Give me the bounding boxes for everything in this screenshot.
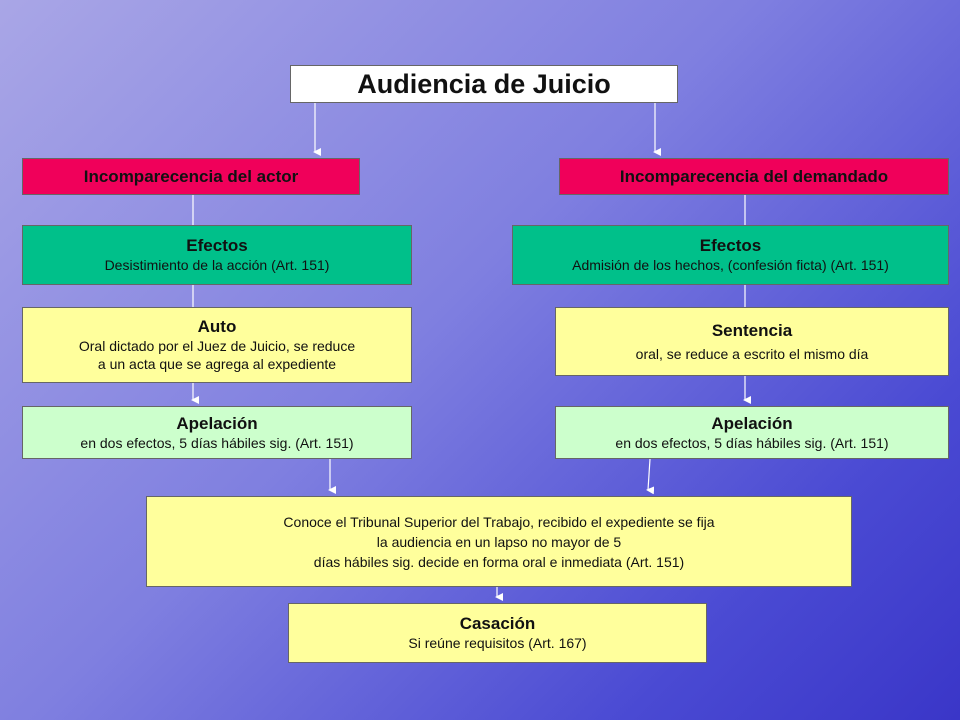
efectos-demandado-box — [512, 225, 949, 285]
efectos-demandado-title: Efectos — [699, 236, 762, 255]
auto-line2: a un acta que se agrega al expediente — [97, 356, 337, 372]
casacion-box — [288, 603, 707, 663]
title-box — [290, 65, 678, 103]
auto-box — [22, 307, 412, 383]
arrow-apelacion-right-to-tribunal — [648, 459, 650, 490]
apelacion-demandado-text: en dos efectos, 5 días hábiles sig. (Art. 151) — [615, 434, 889, 451]
header-demandado-label: Incomparecencia del demandado — [619, 166, 889, 186]
apelacion-actor-box — [22, 406, 412, 459]
tribunal-line3: días hábiles sig. decide en forma oral e inmediata (Art. 151) — [313, 553, 685, 570]
tribunal-box — [146, 496, 852, 587]
header-actor — [22, 158, 360, 195]
sentencia-text: oral, se reduce a escrito el mismo día — [635, 345, 869, 362]
header-actor-label: Incomparecencia del actor — [83, 166, 299, 186]
sentencia-title: Sentencia — [711, 320, 793, 340]
auto-title: Auto — [197, 317, 237, 336]
header-demandado — [559, 158, 949, 195]
tribunal-line1: Conoce el Tribunal Superior del Trabajo, recibido el expediente se fija — [283, 513, 715, 530]
apelacion-demandado-title: Apelación — [711, 413, 793, 433]
efectos-actor-text: Desistimiento de la acción (Art. 151) — [104, 257, 330, 273]
diagram-title: Audiencia de Juicio — [357, 68, 611, 99]
apelacion-demandado-box — [555, 406, 949, 459]
apelacion-actor-text: en dos efectos, 5 días hábiles sig. (Art. 151) — [80, 434, 354, 451]
auto-line1: Oral dictado por el Juez de Juicio, se reduce — [78, 338, 356, 354]
efectos-actor-title: Efectos — [186, 236, 248, 255]
tribunal-line2: la audiencia en un lapso no mayor de 5 — [376, 533, 622, 550]
casacion-text: Si reúne requisitos (Art. 167) — [408, 635, 587, 651]
casacion-title: Casación — [459, 614, 536, 633]
sentencia-box — [555, 307, 949, 376]
apelacion-actor-title: Apelación — [176, 413, 258, 433]
efectos-demandado-text: Admisión de los hechos, (confesión ficta) (Art. 151) — [572, 257, 889, 273]
efectos-actor-box — [22, 225, 412, 285]
